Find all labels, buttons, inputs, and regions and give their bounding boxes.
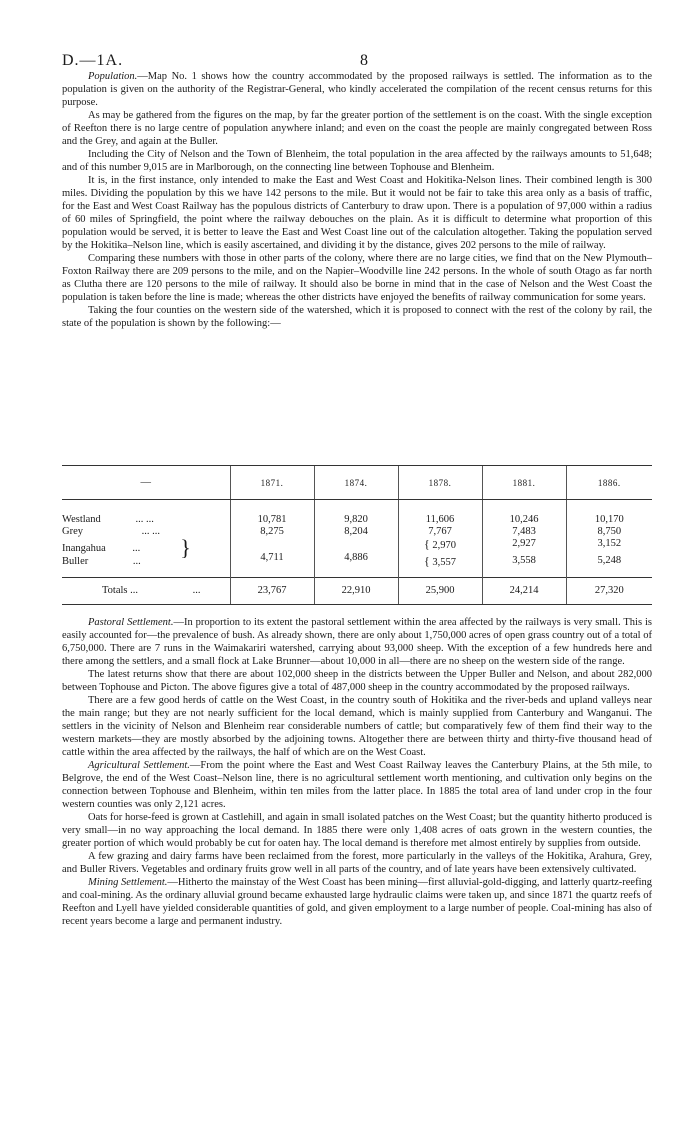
- table-header-row: [62, 466, 652, 500]
- table-cell: 3,558: [482, 555, 566, 578]
- table-cell-merged: 4,711: [230, 538, 314, 578]
- table-cell: 2,927: [482, 538, 566, 555]
- paragraph: Taking the four counties on the western side of the watershed, which it is proposed to connect with the rest of the colony by rail, the state of the population is shown by the following:—: [62, 305, 652, 329]
- county-name: Buller ...: [62, 556, 141, 567]
- year-header: 1881.: [482, 466, 566, 500]
- table-row: [62, 538, 652, 555]
- table-cell: 10,170: [566, 500, 652, 527]
- year-header: 1871.: [230, 466, 314, 500]
- total-cell: 22,910: [314, 578, 398, 605]
- body-text-settlement: [62, 616, 652, 928]
- section-heading: Mining Settlement.: [88, 877, 168, 888]
- table-cell: 8,204: [314, 526, 398, 538]
- total-cell: 24,214: [482, 578, 566, 605]
- table-cell-merged: 4,886: [314, 538, 398, 578]
- paragraph: Population.—Map No. 1 shows how the country accommodated by the proposed railways is settled. The information as to the population is given on the authority of the Registrar-General, who kindly accelerated the compilation of the recent census returns for this purpose.: [62, 71, 652, 108]
- table-row: [62, 526, 652, 538]
- section-heading: Population.: [88, 71, 138, 82]
- table-cell: { 2,970: [398, 538, 482, 555]
- table-cell: 10,781: [230, 500, 314, 527]
- paragraph: It is, in the first instance, only intended to make the East and West Coast and Hokitika-Nelson lines. Their combined length is 300 miles. Dividing the population by this we have 142 persons to the mile. But it would not be fair to take this area only as a basis of traffic, for the East and West Coast Railway has the populous districts of Canterbury to draw upon. There is a population of 97,000 within a radius of 60 miles of Springfield, the point where the railway debouches on the plain. As it is difficult to determine what proportion of this population would be served, it is better to leave the East and West Coast line out of the calculation altogether. Taking the population served by the Hokitika–Nelson line, which is easily ascertained, and dividing it by the distance, gives 202 persons to the mile of railway.: [62, 175, 652, 251]
- table-row: [62, 500, 652, 527]
- total-cell: 27,320: [566, 578, 652, 605]
- section-heading: Pastoral Settlement.: [88, 617, 174, 628]
- table-cell: 7,483: [482, 526, 566, 538]
- table-cell: 10,246: [482, 500, 566, 527]
- table-cell: 7,767: [398, 526, 482, 538]
- total-cell: 25,900: [398, 578, 482, 605]
- paragraph: As may be gathered from the figures on the map, by far the greater portion of the settlement is on the coast. With the single exception of Reefton there is no large centre of population anywhere inland; and even on the coast the people are mainly congregated between Ross and the Grey, and again at the Buller.: [62, 110, 652, 147]
- totals-row: [62, 578, 652, 605]
- page-number: 8: [360, 52, 368, 69]
- county-name: Grey ... ...: [62, 526, 160, 537]
- year-header: 1886.: [566, 466, 652, 500]
- totals-label: Totals ... ...: [62, 578, 230, 605]
- table-cell: 11,606: [398, 500, 482, 527]
- table-cell: { 3,557: [398, 555, 482, 578]
- paragraph: Agricultural Settlement.—From the point where the East and West Coast Railway leaves the Canterbury Plains, at the 5th mile, to Belgrove, the end of the West Coast–Nelson line, there is no agricultural settlement worth mentioning, and cultivation only begins on the connection between Tophouse and Blenheim, within ten miles from the latter place. In 1885 the total area of land under crop in the four western counties was only 2,121 acres.: [62, 760, 652, 810]
- paragraph: Oats for horse-feed is grown at Castlehill, and again in small isolated patches on the West Coast; but the quantity hitherto produced is very small—in no way approaching the local demand. In 1885 there were only 1,408 acres of oats grown in the western counties, the greater portion of which would probably be cut for oaten hay. The local demand is therefore met almost entirely by supplies from outside.: [62, 812, 652, 849]
- paragraph: Comparing these numbers with those in other parts of the colony, where there are no large cities, we find that on the New Plymouth–Foxton Railway there are 209 persons to the mile, and on the Napier–Woodville line 242 persons. In the whole of south Otago as far north as Clutha there are 120 persons to the mile of railway. It should also be borne in mind that in the case of Nelson and the West Coast the population is taken before the line is made; whereas the other districts have enjoyed the benefits of railway communication for some years.: [62, 253, 652, 303]
- table-cell: 3,152: [566, 538, 652, 555]
- section-heading: Agricultural Settlement.: [88, 760, 190, 771]
- table-cell: 5,248: [566, 555, 652, 578]
- table-cell: 8,275: [230, 526, 314, 538]
- paragraph: Including the City of Nelson and the Town of Blenheim, the total population in the area affected by the railways amounts to 51,648; and of this number 9,015 are in Marlborough, on the connecting line between Tophouse and Blenheim.: [62, 149, 652, 173]
- table-cell: 9,820: [314, 500, 398, 527]
- body-text-population: [62, 70, 652, 330]
- table-corner: —: [62, 466, 230, 500]
- paragraph: There are a few good herds of cattle on the West Coast, in the country south of Hokitika and the river-beds and upland valleys near the main range; but they are not nearly sufficient for the local demand, which is mainly supplied from Canterbury and Wanganui. The settlers in the vicinity of Nelson and Blenheim rear considerable numbers of cattle; but comparatively few of them find their way to the western markets—they are mostly absorbed by the adjoining towns. Altogether there are between thirty and thirty-five thousand head of cattle within the area affected by the railways, the half of which are on the West Coast.: [62, 695, 652, 758]
- population-table: [62, 465, 652, 605]
- paragraph: Pastoral Settlement.—In proportion to its extent the pastoral settlement within the area affected by the railways is very small. This is easily accounted for—the prevalence of bush. As already shown, there are only about 1,750,000 acres of open grass country out of a total of 6,750,000. There are 7 runs in the Waimakariri watershed, carrying about 93,000 sheep. With the exception of a few hundreds here and there among the settlers, and a small flock at Lake Brunner—about 10,000 in all—there are no sheep on the western side of the range.: [62, 617, 652, 667]
- paragraph: Mining Settlement.—Hitherto the mainstay of the West Coast has been mining—first alluvial-gold-digging, and latterly quartz-reefing and coal-mining. As the ordinary alluvial ground became exhausted large hydraulic claims were taken up, and since 1871 the quartz reefs of Reefton and Lyell have yielded considerable quantities of gold, and given employment to a large number of people. Coal-mining has also of recent years become a large and permanent industry.: [62, 877, 652, 927]
- year-header: 1874.: [314, 466, 398, 500]
- document-reference: D.—1A.: [62, 52, 124, 69]
- county-name: Inangahua ... }: [62, 535, 191, 560]
- table-cell: 8,750: [566, 526, 652, 538]
- total-cell: 23,767: [230, 578, 314, 605]
- paragraph: The latest returns show that there are about 102,000 sheep in the districts between the Upper Buller and Nelson, and about 282,000 between Tophouse and Picton. The above figures give a total of 487,000 sheep in the country accommodated by the proposed railways.: [62, 669, 652, 693]
- year-header: 1878.: [398, 466, 482, 500]
- paragraph: A few grazing and dairy farms have been reclaimed from the forest, more particularly in the valleys of the Hokitika, Arahura, Grey, and Buller Rivers. Vegetables and ordinary fruits grow well in all parts of the country, and of late years have been extensively cultivated.: [62, 851, 652, 875]
- county-name: Westland ... ...: [62, 514, 154, 525]
